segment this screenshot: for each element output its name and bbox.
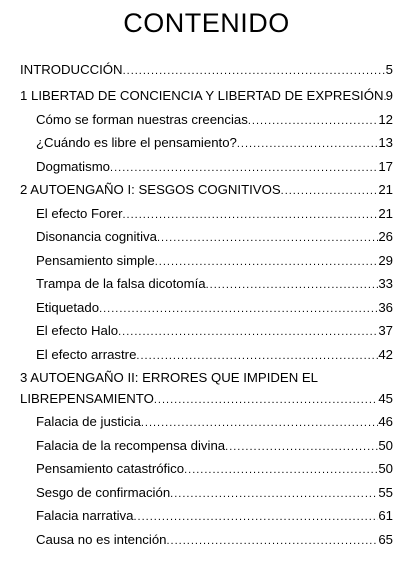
dot-leader [155,252,379,272]
toc-entry-page: 5 [385,62,393,77]
toc-entry-page: 12 [378,112,393,127]
toc-entry-etiquetado[interactable] [36,298,393,318]
toc-entry-chapter-3-line-1[interactable]: 3 AUTOENGAÑO II: ERRORES QUE IMPIDEN EL [20,370,319,385]
toc-entry-label: Falacia narrativa [36,508,134,523]
dot-leader [170,484,378,504]
toc-entry-catastrofico[interactable] [36,459,393,479]
toc-entry-label: LIBREPENSAMIENTO [20,391,154,406]
dot-leader [99,299,378,319]
toc-entry-label: Pensamiento simple [36,253,155,268]
toc-entry-label: El efecto arrastre [36,347,137,362]
toc-entry-dogmatismo[interactable] [36,157,393,177]
toc-entry-page: 42 [378,347,393,362]
toc-entry-falacia-justicia[interactable] [36,412,393,432]
toc-entry-page: 65 [378,532,393,547]
dot-leader [136,346,378,366]
toc-entry-page: 46 [378,414,393,429]
dot-leader [281,181,379,201]
dot-leader [184,460,378,480]
dot-leader [237,134,378,154]
toc-entry-page: 33 [378,276,393,291]
dot-leader [157,228,378,248]
dot-leader [167,531,379,551]
dot-leader [118,322,378,342]
toc-entry-label: El efecto Halo [36,323,119,338]
toc-entry-chapter-1[interactable] [20,86,393,106]
toc-entry-recompensa-divina[interactable] [36,436,393,456]
dot-leader [133,507,378,527]
dot-leader [225,437,378,457]
toc-entry-introduccion[interactable] [20,60,393,80]
toc-entry-page: 50 [378,438,393,453]
toc-entry-pensamiento-libre[interactable] [36,133,393,153]
toc-entry-page: 50 [378,461,393,476]
toc-entry-label: Dogmatismo [36,159,111,174]
toc-entry-label: Causa no es intención [36,532,167,547]
toc-entry-narrativa[interactable] [36,506,393,526]
dot-leader [141,413,379,433]
toc-entry-label: Pensamiento catastrófico [36,461,185,476]
dot-leader [123,61,386,81]
toc-entry-disonancia[interactable] [36,227,393,247]
dot-leader [248,111,379,131]
toc-entry-page: 37 [378,323,393,338]
toc-entry-page: 9 [385,88,393,103]
toc-entry-forer[interactable] [36,204,393,224]
toc-entry-label: ¿Cuándo es libre el pensamiento? [36,135,237,150]
toc-entry-label: El efecto Forer [36,206,123,221]
toc-entry-page: 36 [378,300,393,315]
toc-entry-label: Sesgo de confirmación [36,485,171,500]
dot-leader [154,390,378,410]
page-title: CONTENIDO [123,8,290,38]
toc-entry-label: Etiquetado [36,300,100,315]
toc-entry-page: 45 [378,391,393,406]
toc-entry-page: 21 [378,206,393,221]
toc-entry-chapter-3[interactable] [20,389,393,409]
toc-entry-chapter-2[interactable] [20,180,393,200]
toc-entry-arrastre[interactable] [36,345,393,365]
toc-entry-pensamiento-simple[interactable] [36,251,393,271]
toc-entry-causa-intencion[interactable] [36,530,393,550]
dot-leader [123,205,379,225]
toc-entry-label: 1 LIBERTAD DE CONCIENCIA Y LIBERTAD DE EXPRESIÓN [20,88,384,103]
toc-entry-label: 2 AUTOENGAÑO I: SESGOS COGNITIVOS [20,182,281,197]
toc-entry-page: 21 [378,182,393,197]
toc-entry-page: 17 [378,159,393,174]
toc-entry-label: Falacia de la recompensa divina [36,438,226,453]
toc-entry-label: Disonancia cognitiva [36,229,157,244]
toc-entry-label: INTRODUCCIÓN [20,62,123,77]
toc-entry-page: 29 [378,253,393,268]
toc-entry-label: Falacia de justicia [36,414,141,429]
toc-entry-falsa-dicotomia[interactable] [36,274,393,294]
toc-entry-page: 55 [378,485,393,500]
dot-leader [110,158,378,178]
toc-entry-confirmacion[interactable] [36,483,393,503]
toc-entry-label: Trampa de la falsa dicotomía [36,276,206,291]
toc-entry-page: 61 [378,508,393,523]
dot-leader [206,275,379,295]
toc-entry-label: Cómo se forman nuestras creencias [36,112,248,127]
toc-entry-creencias[interactable] [36,110,393,130]
toc-entry-halo[interactable] [36,321,393,341]
toc-entry-page: 26 [378,229,393,244]
toc-entry-page: 13 [378,135,393,150]
